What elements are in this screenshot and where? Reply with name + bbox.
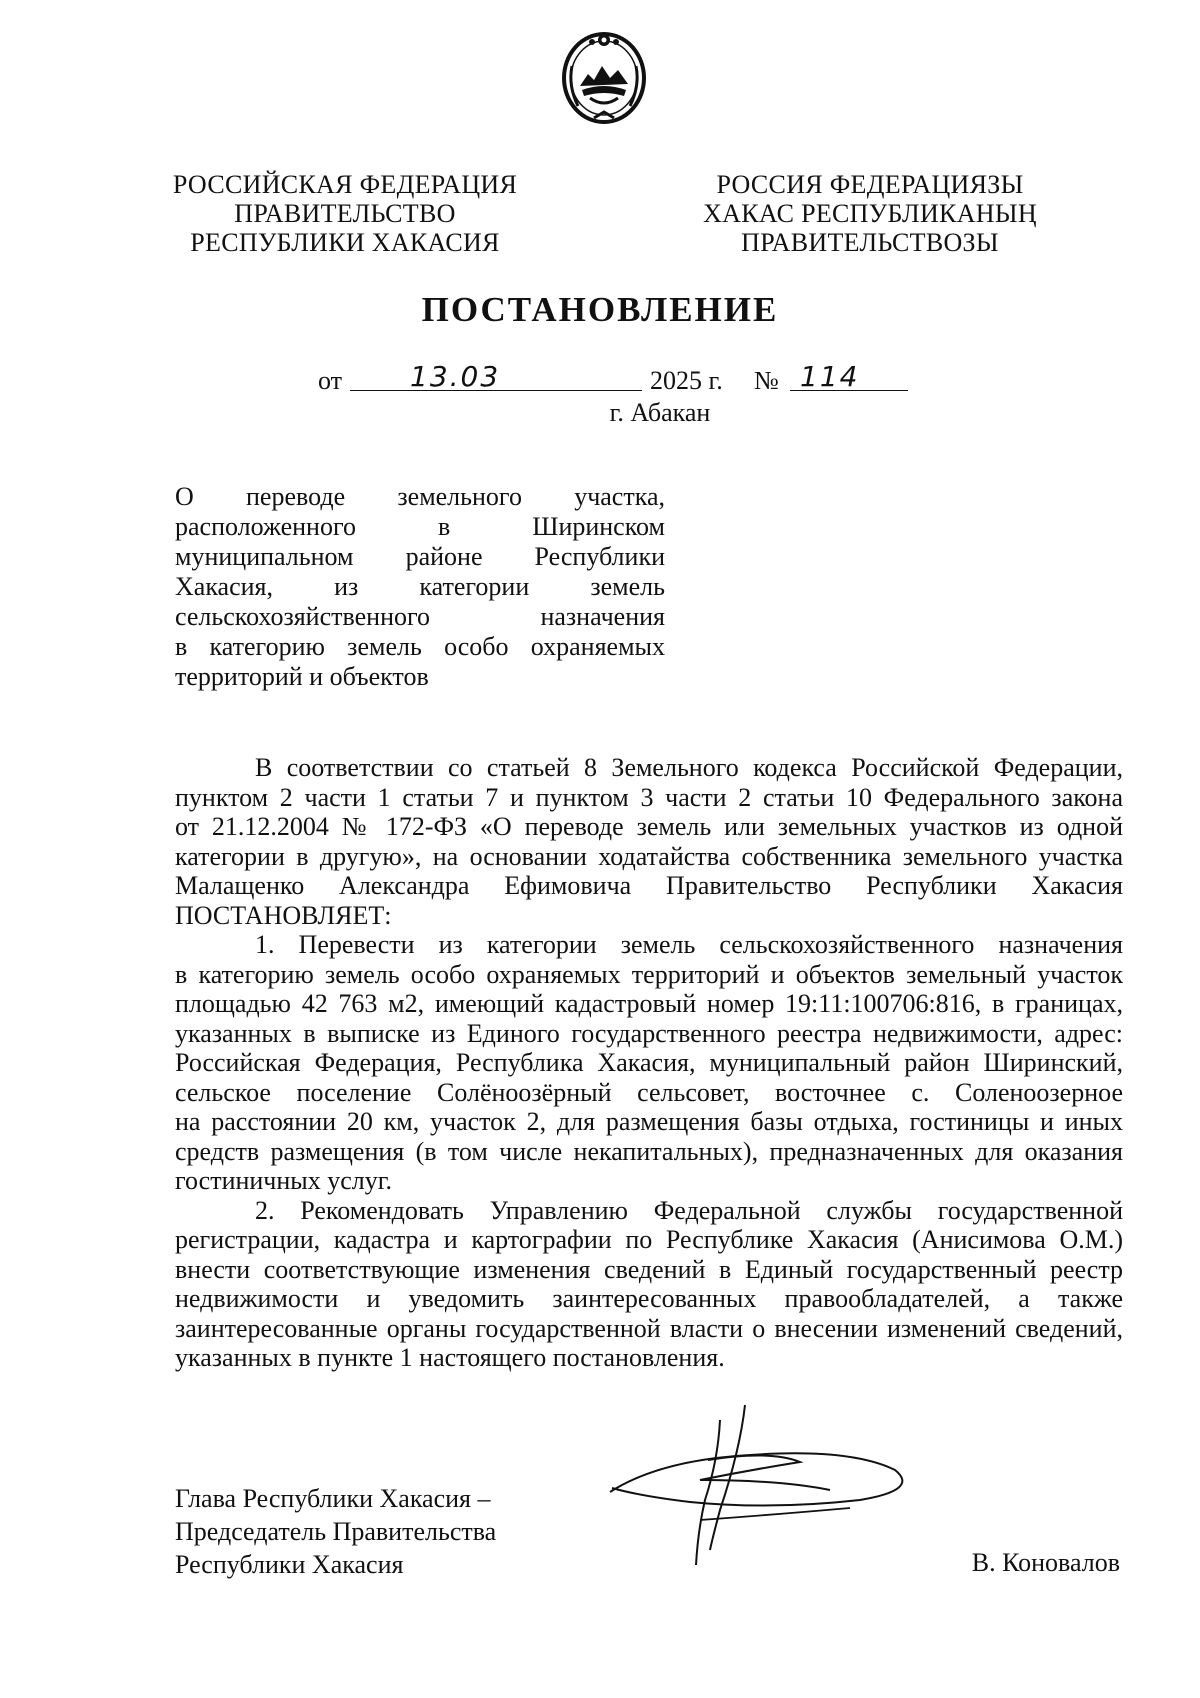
header-left-ru [160,170,530,257]
signatory-name: В. Коновалов [971,1548,1120,1577]
from-label: от [318,366,343,395]
body-line: заинтересованные органы государственной власти о внесении изменений сведений, [175,1313,1123,1343]
body-line: Малащенко Александра Ефимовича Правительство Республики Хакасия [175,871,1123,900]
body-line: в категорию земель особо охраняемых территорий и объектов земельный участок [175,959,1123,989]
subject-line: сельскохозяйственного назначения [175,602,665,631]
body-line: внести соответствующие изменения сведений в Единый государственный реестр [175,1254,1123,1284]
number-label: № [754,366,779,395]
header-right-line: ХАКАС РЕСПУБЛИКАНЫҢ [703,199,1037,228]
subject-line: расположенного в Ширинском [175,512,665,541]
position-line: Республики Хакасия [175,1550,404,1579]
body-line: площадью 42 763 м2, имеющий кадастровый номер 19:11:100706:816, в границах, [175,989,1123,1018]
subject-heading [175,482,665,692]
position-line: Глава Республики Хакасия – [175,1484,491,1513]
body-line: указанных в выписке из Единого государственного реестра недвижимости, адрес: [175,1018,1123,1048]
body-line: указанных в пункте 1 настоящего постановления. [175,1343,725,1372]
signatory-position [175,1482,496,1581]
document-body [175,753,1123,1373]
body-line: ПОСТАНОВЛЯЕТ: [175,900,392,930]
body-line: регистрации, кадастра и картографии по Республике Хакасия (Анисимова О.М.) [175,1225,1123,1254]
body-line: 1. Перевести из категории земель сельскохозяйственного назначения [255,930,1123,959]
body-line: средств размещения (в том числе некапитальных), предназначенных для оказания [175,1136,1123,1166]
body-line: Российская Федерация, Республика Хакасия, муниципальный район Ширинский, [175,1048,1123,1077]
subject-line: в категорию земель особо охраняемых [175,632,665,661]
header-right-khakas [685,170,1055,257]
body-line: категории в другую», на основании ходатайства собственника земельного участка [175,841,1123,871]
handwritten-signature [600,1400,940,1585]
body-line: пунктом 2 части 1 статьи 7 и пунктом 3 части 2 статьи 10 Федерального закона [175,782,1123,812]
year-label: 2025 г. [650,366,723,395]
handwritten-number: 114 [800,360,860,393]
document-title: ПОСТАНОВЛЕНИЕ [421,290,779,329]
body-line: гостиничных услуг. [175,1166,393,1195]
header-right-line: ПРАВИТЕЛЬСТВОЗЫ [741,228,999,257]
subject-line: Хакасия, из категории земель [175,572,665,601]
body-line: недвижимости и уведомить заинтересованных правообладателей, а также [175,1284,1123,1313]
header-left-line: РЕСПУБЛИКИ ХАКАСИЯ [190,228,500,257]
subject-line: территорий и объектов [175,662,429,691]
dateline [0,360,1200,400]
body-line: на расстоянии 20 км, участок 2, для размещения базы отдыха, гостиницы и иных [175,1107,1123,1136]
header-left-line: РОССИЙСКАЯ ФЕДЕРАЦИЯ [172,170,518,199]
header-left-line: ПРАВИТЕЛЬСТВО [234,199,456,228]
coat-of-arms-emblem [558,26,650,126]
handwritten-date: 13.03 [410,360,501,393]
body-line: В соответствии со статьей 8 Земельного кодекса Российской Федерации, [255,753,1123,782]
header-right-line: РОССИЯ ФЕДЕРАЦИЯЗЫ [716,170,1024,199]
body-line: сельское поселение Солёноозёрный сельсовет, восточнее с. Соленоозерное [175,1077,1123,1107]
position-line: Председатель Правительства [175,1517,497,1546]
body-line: 2. Рекомендовать Управлению Федеральной службы государственной [255,1195,1123,1225]
subject-line: О переводе земельного участка, [175,482,665,511]
body-line: от 21.12.2004 № 172-ФЗ «О переводе земель или земельных участков из одной [175,812,1123,841]
subject-line: муниципальном районе Республики [175,542,665,571]
city-line: г. Абакан [609,398,711,427]
